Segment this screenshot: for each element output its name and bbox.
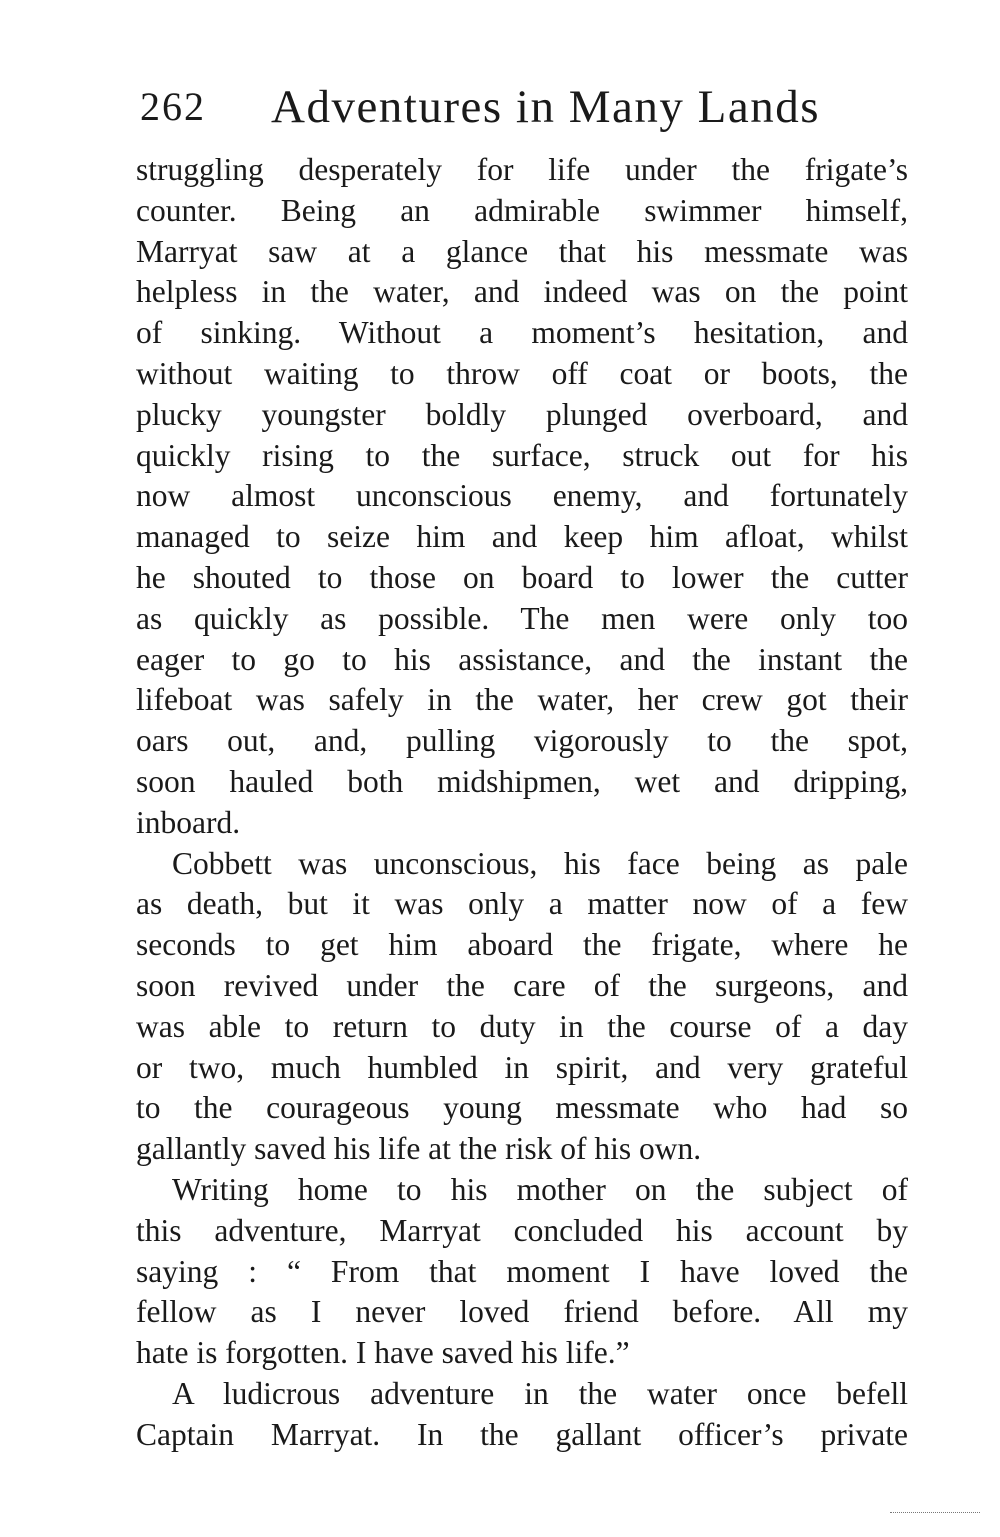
text-line: eager to go to his assistance, and the instant the (136, 641, 908, 677)
page-number: 262 (140, 84, 206, 129)
text-line: Captain Marryat. In the gallant officer’s private (136, 1416, 908, 1452)
text-line: he shouted to those on board to lower the cutter (136, 559, 908, 595)
text-line: or two, much humbled in spirit, and very grateful (136, 1049, 908, 1085)
text-line: to the courageous young messmate who had so (136, 1090, 908, 1126)
text-line: helpless in the water, and indeed was on the point (136, 274, 908, 310)
text-line: of sinking. Without a moment’s hesitation, and (136, 315, 908, 351)
text-line: as quickly as possible. The men were only too (136, 600, 908, 636)
text-line: soon revived under the care of the surgeons, and (136, 967, 908, 1003)
text-line: soon hauled both midshipmen, wet and dripping, (136, 763, 908, 799)
text-line: Cobbett was unconscious, his face being as pale (172, 845, 908, 881)
text-line: gallantly saved his life at the risk of his own. (136, 1131, 702, 1167)
text-line: oars out, and, pulling vigorously to the spot, (136, 723, 908, 759)
text-line: now almost unconscious enemy, and fortunately (136, 478, 908, 514)
paragraph-1 (136, 150, 908, 844)
running-head (140, 72, 910, 142)
text-line: Writing home to his mother on the subject of (172, 1171, 908, 1207)
scan-artifact (890, 1512, 980, 1515)
text-line: without waiting to throw off coat or boots, the (136, 355, 908, 391)
paragraph-4 (136, 1374, 908, 1456)
text-line: this adventure, Marryat concluded his account by (136, 1212, 908, 1248)
text-line: A ludicrous adventure in the water once befell (172, 1375, 908, 1411)
text-line: managed to seize him and keep him afloat, whilst (136, 519, 908, 555)
text-line: fellow as I never loved friend before. All my (136, 1294, 908, 1330)
body-text (136, 150, 908, 1456)
text-line: seconds to get him aboard the frigate, where he (136, 927, 908, 963)
text-line: counter. Being an admirable swimmer himself, (136, 192, 908, 228)
text-line: hate is forgotten. I have saved his life.” (136, 1335, 630, 1371)
paragraph-3 (136, 1170, 908, 1374)
text-line: plucky youngster boldly plunged overboard, and (136, 396, 908, 432)
text-line: lifeboat was safely in the water, her crew got their (136, 682, 908, 718)
text-line: saying : “ From that moment I have loved the (136, 1253, 908, 1289)
text-line: inboard. (136, 804, 241, 840)
text-line: struggling desperately for life under the frigate’s (136, 152, 908, 187)
text-line: as death, but it was only a matter now of a few (136, 886, 908, 922)
paragraph-2 (136, 844, 908, 1170)
text-line: quickly rising to the surface, struck out for his (136, 437, 908, 473)
text-line: Marryat saw at a glance that his messmate was (136, 233, 908, 269)
text-line: was able to return to duty in the course of a day (136, 1008, 908, 1044)
running-title: Adventures in Many Lands (271, 81, 820, 133)
